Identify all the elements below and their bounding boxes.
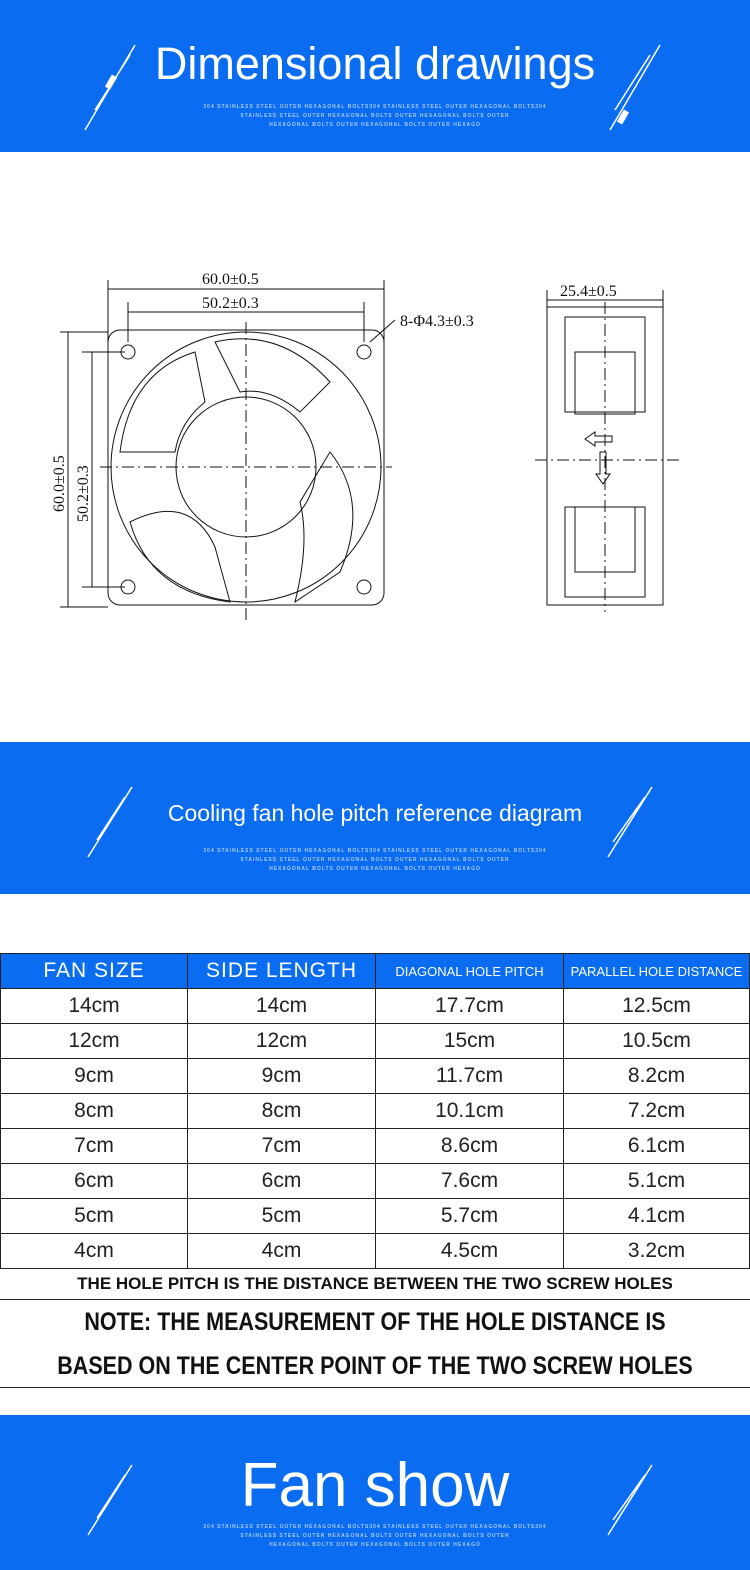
decorative-caption: 304 STAINLESS STEEL OUTER HEXAGONAL BOLTS304 STAINLESS STEEL OUTER HEXAGONAL BOLTS304 STAINLESS STEEL OUTER HEXAGONAL BOLTS OUTER HEXAGONAL BOLTS OUTER HEXAGONAL BOLTS OUTER HEXAGONAL BOLTS OUTER HEXAGO <box>203 1524 547 1548</box>
table-cell: 6cm <box>1 1164 188 1199</box>
table-row <box>1 1129 750 1164</box>
table-header-row <box>1 954 750 989</box>
table-cell: 8cm <box>1 1094 188 1129</box>
hole-pitch-definition: THE HOLE PITCH IS THE DISTANCE BETWEEN THE TWO SCREW HOLES <box>0 1267 750 1300</box>
table-row <box>1 1199 750 1234</box>
table-cell: 4cm <box>1 1234 188 1269</box>
table-cell: 12cm <box>1 1024 188 1059</box>
hole-spec: 8-Φ4.3±0.3 <box>400 313 474 330</box>
table-cell: 8cm <box>188 1094 376 1129</box>
table-cell: 10.1cm <box>376 1094 564 1129</box>
table-cell: 3.2cm <box>564 1234 750 1269</box>
table-row <box>1 1094 750 1129</box>
height-outer-dimension: 60.0±0.5 <box>51 455 68 512</box>
table-cell: 9cm <box>188 1059 376 1094</box>
header-banner <box>0 0 750 152</box>
height-inner-dimension: 50.2±0.3 <box>75 465 92 522</box>
table-cell: 9cm <box>1 1059 188 1094</box>
table-cell: 7.6cm <box>376 1164 564 1199</box>
measurement-note <box>0 1300 750 1388</box>
depth-dimension: 25.4±0.5 <box>560 283 617 300</box>
table-row <box>1 989 750 1024</box>
table-cell: 15cm <box>376 1024 564 1059</box>
table-cell: 12cm <box>188 1024 376 1059</box>
section-title: Cooling fan hole pitch reference diagram <box>167 800 583 826</box>
table-cell: 14cm <box>188 989 376 1024</box>
table-cell: 8.6cm <box>376 1129 564 1164</box>
table-cell: 12.5cm <box>564 989 750 1024</box>
measurement-note-line: NOTE: THE MEASUREMENT OF THE HOLE DISTANCE IS <box>84 1308 666 1336</box>
decorative-caption: 304 STAINLESS STEEL OUTER HEXAGONAL BOLTS304 STAINLESS STEEL OUTER HEXAGONAL BOLTS304 STAINLESS STEEL OUTER HEXAGONAL BOLTS OUTER HEXAGONAL BOLTS OUTER HEXAGONAL BOLTS OUTER HEXAGONAL BOLTS OUTER HEXAGO <box>203 104 547 128</box>
table-cell: 7cm <box>188 1129 376 1164</box>
hole-pitch-table <box>0 953 750 1269</box>
width-outer-dimension: 60.0±0.5 <box>202 271 259 288</box>
table-cell: 11.7cm <box>376 1059 564 1094</box>
section-banner <box>0 742 750 894</box>
footer-title: Fan show <box>240 1451 510 1520</box>
measurement-note-line: BASED ON THE CENTER POINT OF THE TWO SCREW HOLES <box>57 1352 693 1380</box>
table-cell: 5cm <box>1 1199 188 1234</box>
table-cell: 8.2cm <box>564 1059 750 1094</box>
fan-front-view <box>60 280 395 622</box>
header-diagonal-hole-pitch: DIAGONAL HOLE PITCH <box>376 954 564 989</box>
table-cell: 14cm <box>1 989 188 1024</box>
table-row <box>1 1234 750 1269</box>
table-row <box>1 1164 750 1199</box>
table-cell: 4.5cm <box>376 1234 564 1269</box>
width-inner-dimension: 50.2±0.3 <box>202 295 259 312</box>
table-cell: 4cm <box>188 1234 376 1269</box>
footer-banner <box>0 1415 750 1570</box>
table-cell: 4.1cm <box>564 1199 750 1234</box>
table-row <box>1 1059 750 1094</box>
table-cell: 6.1cm <box>564 1129 750 1164</box>
table-cell: 6cm <box>188 1164 376 1199</box>
page-title: Dimensional drawings <box>154 38 596 89</box>
table-cell: 5cm <box>188 1199 376 1234</box>
table-cell: 5.1cm <box>564 1164 750 1199</box>
header-side-length: SIDE LENGTH <box>188 954 376 989</box>
table-row <box>1 1024 750 1059</box>
table-cell: 7cm <box>1 1129 188 1164</box>
table-cell: 5.7cm <box>376 1199 564 1234</box>
fan-side-view <box>535 290 680 612</box>
header-parallel-hole-distance: PARALLEL HOLE DISTANCE <box>564 954 750 989</box>
table-cell: 10.5cm <box>564 1024 750 1059</box>
table-cell: 17.7cm <box>376 989 564 1024</box>
dimensional-drawing <box>0 152 750 742</box>
table-cell: 7.2cm <box>564 1094 750 1129</box>
header-fan-size: FAN SIZE <box>1 954 188 989</box>
decorative-caption: 304 STAINLESS STEEL OUTER HEXAGONAL BOLTS304 STAINLESS STEEL OUTER HEXAGONAL BOLTS304 STAINLESS STEEL OUTER HEXAGONAL BOLTS OUTER HEXAGONAL BOLTS OUTER HEXAGONAL BOLTS OUTER HEXAGONAL BOLTS OUTER HEXAGO <box>203 848 547 872</box>
